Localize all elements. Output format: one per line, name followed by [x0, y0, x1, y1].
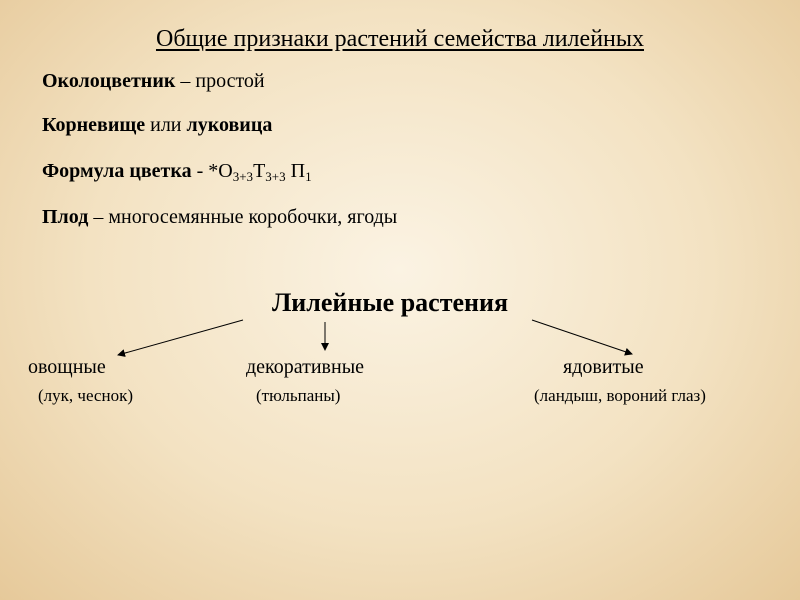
formula-separator: - [191, 160, 209, 182]
formula-o: *О [208, 160, 233, 182]
formula-p-sub: 1 [305, 169, 312, 184]
feature-fruit [42, 206, 397, 229]
formula-label: Формула цветка [42, 160, 192, 182]
category-vegetable: овощные [28, 356, 106, 378]
category-poisonous-examples: (ландыш, вороний глаз) [534, 386, 706, 405]
fruit-label: Плод [42, 206, 89, 228]
formula-p: П [285, 160, 306, 182]
category-decorative-examples: (тюльпаны) [256, 386, 341, 405]
feature-perianth [42, 70, 265, 93]
feature-flower-formula [42, 160, 312, 183]
diagram-center-label: Лилейные растения [271, 288, 509, 317]
perianth-value: простой [195, 70, 265, 92]
page-title: Общие признаки растений семейства лилейных [155, 26, 644, 52]
feature-root [42, 114, 272, 137]
perianth-separator: – [175, 70, 196, 92]
formula-t: Т [253, 160, 266, 182]
root-option-bulb: луковица [186, 114, 273, 136]
category-decorative: декоративные [246, 356, 365, 378]
arrow-left [118, 320, 243, 355]
fruit-separator: – [88, 206, 109, 228]
category-poisonous: ядовитые [563, 356, 644, 378]
formula-t-sub: 3+3 [265, 169, 286, 184]
root-option-rhizome: Корневище [42, 114, 146, 136]
fruit-value: многосемянные коробочки, ягоды [108, 206, 398, 228]
arrow-right [532, 320, 632, 354]
root-or: или [145, 114, 187, 136]
perianth-label: Околоцветник [42, 70, 176, 92]
formula-o-sub: 3+3 [232, 169, 254, 184]
category-vegetable-examples: (лук, чеснок) [38, 386, 133, 405]
